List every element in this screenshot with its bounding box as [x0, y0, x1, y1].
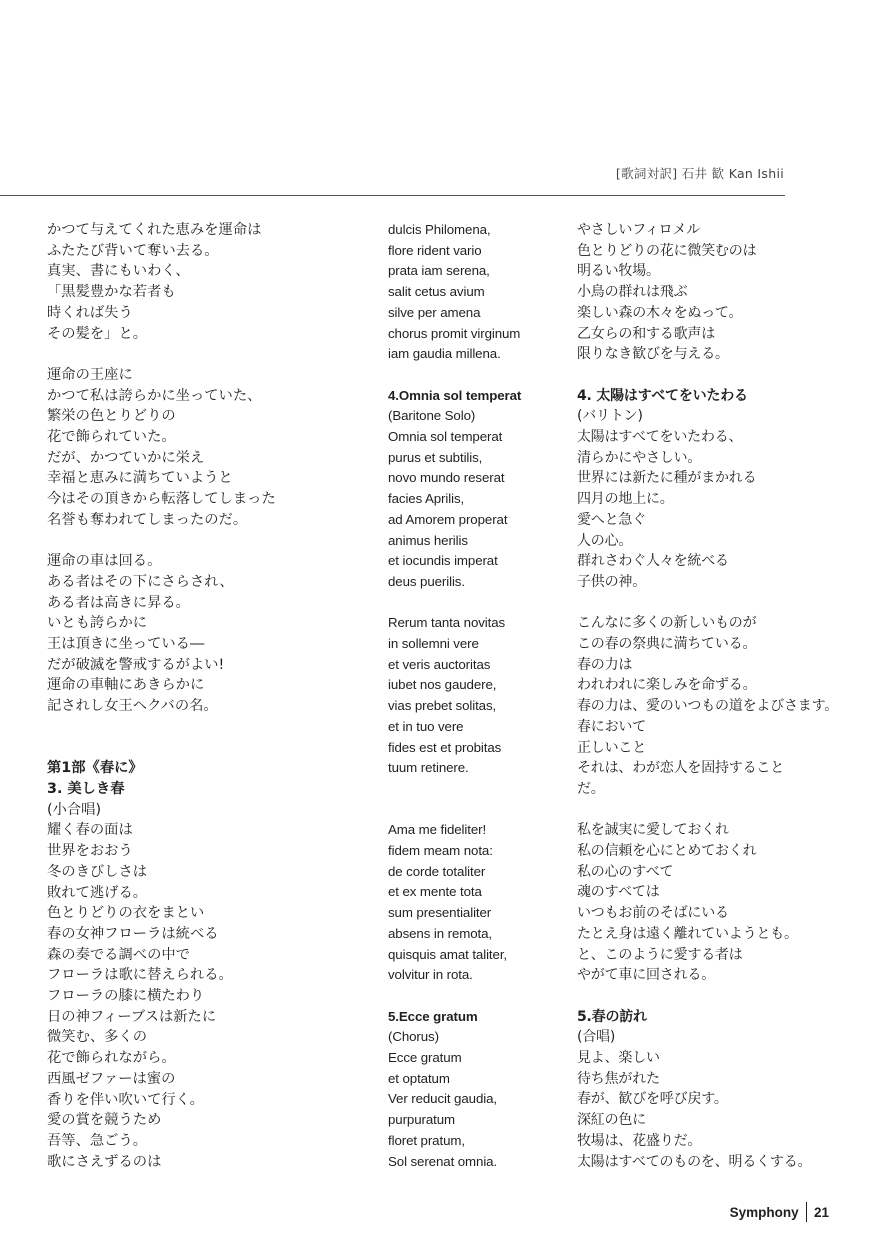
lyric-line: 運命の車軸にあきらかに: [47, 677, 205, 694]
lyric-line: たとえ身は遠く離れていようとも。: [577, 925, 798, 942]
lyric-line: 子供の神。: [577, 573, 646, 590]
lyric-line: 運命の車は回る。: [47, 553, 162, 570]
lyric-line: vias prebet solitas,: [388, 698, 497, 714]
lyric-line: 春の力は、愛のいつもの道をよびさます。: [577, 698, 839, 715]
lyric-line: et ex mente tota: [388, 884, 482, 900]
lyric-line: 見よ、楽しい: [577, 1050, 660, 1067]
page-number: 21: [813, 1204, 829, 1220]
latin-intro: [388, 220, 558, 365]
japanese-intro: [577, 220, 875, 365]
lyric-line: 王は頂きに坐っている―: [47, 636, 205, 653]
lyric-line: iam gaudia millena.: [388, 346, 501, 362]
lyric-line: 世界には新たに種がまかれる: [577, 470, 757, 487]
lyric-line: 「黒髪豊かな若者も: [47, 284, 176, 301]
lyric-line: フローラの膝に横たわり: [47, 988, 205, 1005]
lyric-line: かつて与えてくれた恵みを運命は: [47, 222, 262, 238]
lyric-line: 愛へと急ぐ: [577, 511, 646, 528]
lyric-line: それは、わが恋人を固持すること: [577, 760, 784, 777]
lyric-line: ad Amorem properat: [388, 511, 508, 527]
lyric-line: Ecce gratum: [388, 1050, 462, 1066]
lyric-line: いつもお前のそばにいる: [577, 905, 729, 922]
lyric-line: salit cetus avium: [388, 284, 485, 300]
lyric-line: Sol serenat omnia.: [388, 1153, 498, 1169]
lyric-line: 幸福と恵みに満ちていようと: [47, 470, 233, 487]
lyric-line: ふたたび背いて奪い去る。: [47, 242, 219, 259]
lyric-line: 香りを伴い吹いて行く。: [47, 1091, 204, 1108]
lyric-line: floret pratum,: [388, 1132, 465, 1148]
lyric-line: フローラは歌に替えられる。: [47, 967, 233, 984]
lyric-line: この春の祭典に満ちている。: [577, 636, 757, 653]
song-5-latin-title: 5.Ecce gratum: [388, 1008, 478, 1024]
lyric-line: 吾等、急ごう。: [47, 1132, 148, 1149]
lyric-line: 森の奏でる調べの中で: [47, 946, 190, 963]
lyric-line: et veris auctoritas: [388, 656, 491, 672]
column-1-japanese: [47, 220, 347, 1172]
lyric-line: 牧場は、花盛りだ。: [577, 1132, 702, 1149]
lyric-line: ある者は高きに昇る。: [47, 594, 190, 611]
lyric-line: iubet nos gaudere,: [388, 677, 497, 693]
lyric-line: 繁栄の色とりどりの: [47, 408, 176, 425]
lyric-line: silve per amena: [388, 304, 481, 320]
lyric-line: こんなに多くの新しいものが: [577, 615, 757, 632]
lyric-line: 歌にさえずるのは: [47, 1153, 162, 1170]
lyric-line: absens in remota,: [388, 925, 492, 941]
lyric-line: quisquis amat taliter,: [388, 946, 508, 962]
lyric-line: 四月の地上に。: [577, 491, 674, 508]
lyric-line: 今はその頂きから転落してしまった: [47, 491, 276, 508]
lyric-line: 冬のきびしさは: [47, 863, 148, 880]
lyric-line: 時くれば失う: [47, 304, 133, 321]
lyric-line: 魂のすべては: [577, 884, 660, 901]
lyric-line: と、このように愛する者は: [577, 946, 743, 963]
song-4-japanese-stanza-1: [577, 427, 875, 593]
lyric-line: prata iam serena,: [388, 263, 490, 279]
lyric-line: [47, 344, 347, 365]
song-3-title: 3. 美しき春: [47, 780, 125, 797]
lyric-line: 春の女神フローラは統べる: [47, 925, 219, 942]
lyric-line: やがて車に回される。: [577, 967, 715, 984]
header-rule: [0, 195, 785, 196]
lyric-line: だが、かつていかに栄え: [47, 449, 205, 466]
lyric-line: et iocundis imperat: [388, 553, 498, 569]
lyric-line: et optatum: [388, 1070, 450, 1086]
lyric-line: 春が、歓びを呼び戻す。: [577, 1091, 728, 1108]
song-4-latin-stanza-2: [388, 613, 558, 779]
footer-separator: [806, 1202, 807, 1222]
song-5-japanese-stanza-1: [577, 1048, 875, 1172]
song-4-latin-voice: (Baritone Solo): [388, 408, 476, 424]
lyric-line: purus et subtilis,: [388, 449, 483, 465]
lyric-line: purpuratum: [388, 1112, 455, 1128]
lyric-line: ある者はその下にさらされ、: [47, 573, 234, 590]
lyric-line: 日の神フィーブスは新たに: [47, 1008, 217, 1025]
lyric-line: 待ち焦がれた: [577, 1070, 660, 1087]
lyric-line: sum presentialiter: [388, 905, 492, 921]
page-footer: [730, 1202, 829, 1222]
lyric-line: animus herilis: [388, 532, 468, 548]
lyric-line: et in tuo vere: [388, 718, 464, 734]
lyric-line: 私の信頼を心にとめておくれ: [577, 843, 757, 860]
song-4-latin-stanza-1: [388, 427, 558, 593]
lyric-line: 色とりどりの衣をまとい: [47, 905, 205, 922]
lyric-line: deus puerilis.: [388, 573, 465, 589]
column-3-japanese: [577, 220, 875, 1172]
lyric-line: [47, 531, 347, 552]
lyric-line: 春において: [577, 718, 646, 735]
song-4-japanese-stanza-3: [577, 820, 875, 986]
lyric-line: 真実、書にもいわく、: [47, 263, 190, 280]
lyric-line: [47, 717, 347, 738]
lyric-line: 運命の王座に: [47, 366, 133, 383]
song-3-lyrics: [47, 820, 347, 1172]
lyric-line: [47, 738, 347, 759]
lyric-line: 微笑む、多くの: [47, 1029, 148, 1046]
lyric-line: 太陽はすべてをいたわる、: [577, 429, 743, 446]
lyric-line: 記されし女王ヘクバの名。: [47, 698, 218, 715]
song-4-latin-title: 4.Omnia sol temperat: [388, 387, 522, 403]
song-5-japanese-title: 5.春の訪れ: [577, 1008, 647, 1025]
lyric-line: novo mundo reserat: [388, 470, 505, 486]
column-2-latin: [388, 220, 558, 1172]
lyric-line: fidem meam nota:: [388, 843, 493, 859]
lyric-line: Ama me fideliter!: [388, 822, 487, 838]
lyric-line: flore rident vario: [388, 242, 482, 258]
song-5-latin-voice: (Chorus): [388, 1029, 439, 1045]
lyric-line: fides est et probitas: [388, 739, 502, 755]
lyric-line: 人の心。: [577, 532, 633, 549]
lyric-line: volvitur in rota.: [388, 967, 473, 983]
lyric-line: 名誉も奪われてしまったのだ。: [47, 511, 248, 528]
lyric-line: 愛の賞を競うため: [47, 1112, 162, 1129]
lyric-line: in sollemni vere: [388, 636, 479, 652]
song-4-japanese-title: 4. 太陽はすべてをいたわる: [577, 387, 748, 404]
lyric-line: dulcis Philomena,: [388, 222, 491, 237]
lyric-line: 小鳥の群れは飛ぶ: [577, 284, 688, 301]
song-4-japanese-voice: (バリトン): [577, 408, 643, 425]
lyric-line: facies Aprilis,: [388, 491, 465, 507]
lyric-line: 私の心のすべて: [577, 863, 674, 880]
column-1-stanzas: [47, 220, 347, 758]
lyric-line: だが破滅を警戒するがよい!: [47, 656, 225, 673]
lyric-line: Omnia sol temperat: [388, 429, 503, 445]
magazine-name: Symphony: [729, 1204, 799, 1220]
song-3-voice: (小合唱): [47, 801, 102, 818]
lyric-line: 正しいこと: [577, 739, 646, 756]
lyric-line: 西風ゼファーは蜜の: [47, 1070, 176, 1087]
lyric-line: chorus promit virginum: [388, 325, 521, 341]
lyric-line: 楽しい森の木々をぬって。: [577, 304, 743, 321]
lyric-line: 春の力は: [577, 656, 633, 673]
lyric-line: 敗れて逃げる。: [47, 884, 148, 901]
lyric-line: われわれに楽しみを命ずる。: [577, 677, 757, 694]
lyric-line: いとも誇らかに: [47, 615, 148, 632]
lyric-line: かつて私は誇らかに坐っていた、: [47, 387, 262, 404]
lyric-line: やさしいフィロメル: [577, 222, 701, 238]
lyric-line: 太陽はすべてのものを、明るくする。: [577, 1153, 812, 1170]
lyric-line: tuum retinere.: [388, 760, 469, 776]
lyric-line: 耀く春の面は: [47, 822, 133, 839]
song-5-latin-stanza-1: [388, 1048, 558, 1172]
lyric-line: 私を誠実に愛しておくれ: [577, 822, 729, 839]
lyric-line: だ。: [577, 780, 605, 797]
lyric-line: 乙女らの和する歌声は: [577, 325, 715, 342]
part-title: 第1部《春に》: [47, 760, 143, 777]
lyric-line: de corde totaliter: [388, 863, 486, 879]
lyric-line: 清らかにやさしい。: [577, 449, 702, 466]
song-4-latin-stanza-3: [388, 820, 558, 986]
lyric-line: 花で飾られていた。: [47, 429, 176, 446]
translation-credit: [歌詞対訳] 石井 歓 Kan Ishii: [615, 166, 784, 181]
lyric-line: 色とりどりの花に微笑むのは: [577, 242, 757, 259]
song-4-japanese-stanza-2: [577, 613, 875, 799]
lyric-line: 限りなき歓びを与える。: [577, 346, 729, 363]
lyric-line: 花で飾られながら。: [47, 1050, 176, 1067]
lyric-line: 明るい牧場。: [577, 263, 660, 280]
lyric-line: 群れさわぐ人々を統べる: [577, 553, 729, 570]
lyric-line: Ver reducit gaudia,: [388, 1091, 497, 1107]
lyric-line: 世界をおおう: [47, 843, 133, 860]
lyric-line: その髪を」と。: [47, 325, 148, 342]
song-5-japanese-voice: (合唱): [577, 1029, 616, 1046]
lyric-line: 深紅の色に: [577, 1112, 646, 1129]
lyric-line: Rerum tanta novitas: [388, 615, 506, 631]
